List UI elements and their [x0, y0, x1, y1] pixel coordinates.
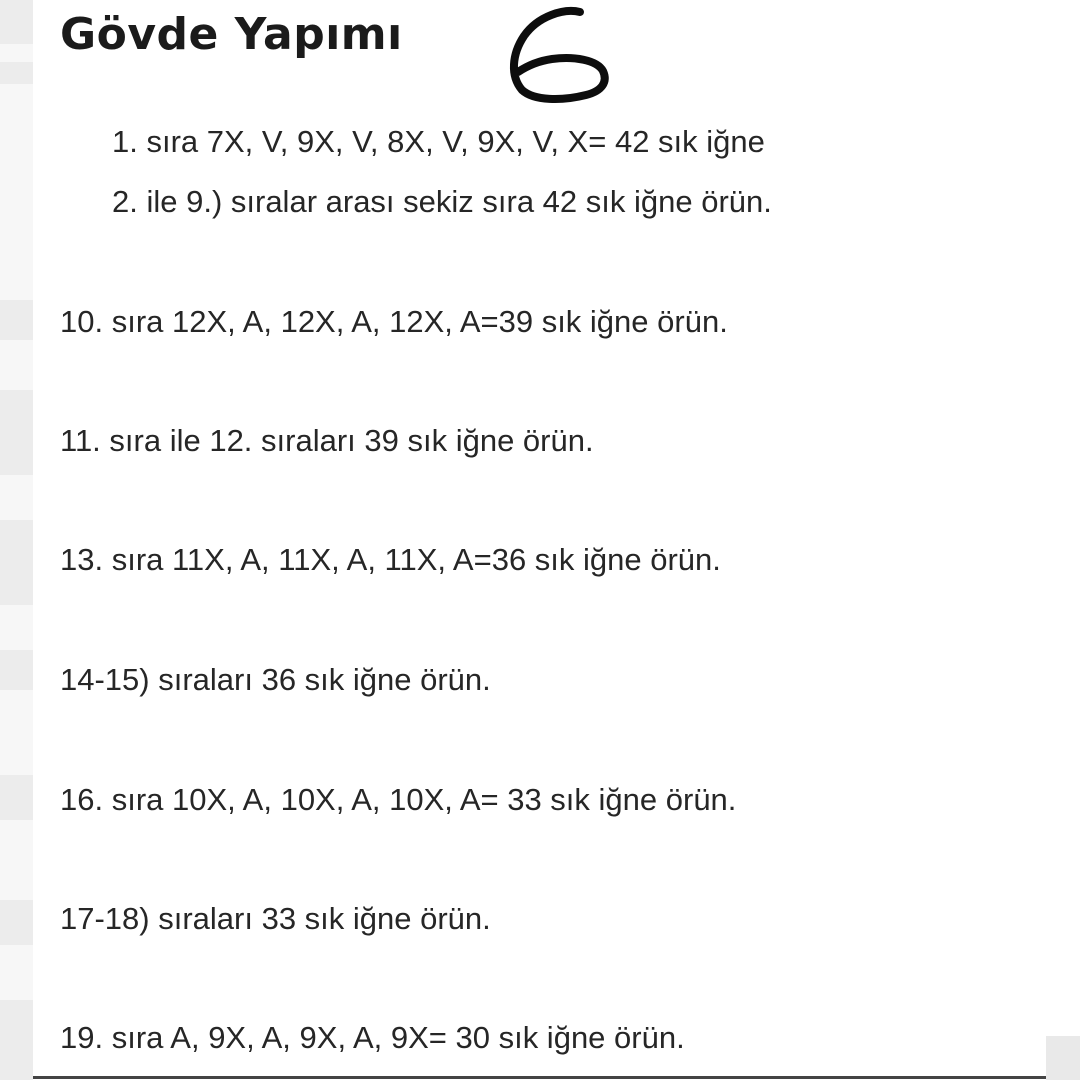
right-edge-strip	[1046, 1036, 1080, 1080]
gutter-block	[0, 650, 33, 690]
page-title: Gövde Yapımı	[60, 9, 403, 60]
bottom-divider	[33, 1076, 1046, 1079]
gutter-block	[0, 0, 33, 44]
gutter-block	[0, 300, 33, 340]
instruction-rows-14-15: 14-15) sıraları 36 sık iğne örün.	[60, 662, 491, 697]
instruction-row-1: 1. sıra 7X, V, 9X, V, 8X, V, 9X, V, X= 42 sık iğne	[112, 124, 765, 159]
instruction-row-13: 13. sıra 11X, A, 11X, A, 11X, A=36 sık iğne örün.	[60, 542, 721, 577]
instruction-row-16: 16. sıra 10X, A, 10X, A, 10X, A= 33 sık iğne örün.	[60, 782, 737, 817]
gutter-block	[0, 390, 33, 475]
gutter-block	[0, 900, 33, 945]
left-gutter	[0, 0, 33, 1080]
gutter-block	[0, 775, 33, 820]
gutter-block	[0, 520, 33, 605]
gutter-block	[0, 1000, 33, 1080]
instruction-rows-17-18: 17-18) sıraları 33 sık iğne örün.	[60, 901, 491, 936]
instruction-row-10: 10. sıra 12X, A, 12X, A, 12X, A=39 sık iğne örün.	[60, 304, 728, 339]
instruction-rows-11-12: 11. sıra ile 12. sıraları 39 sık iğne örün.	[60, 423, 594, 458]
instruction-row-19: 19. sıra A, 9X, A, 9X, A, 9X= 30 sık iğne örün.	[60, 1020, 685, 1055]
handwritten-six-mark	[500, 0, 620, 110]
instruction-rows-2-9: 2. ile 9.) sıralar arası sekiz sıra 42 sık iğne örün.	[112, 184, 772, 219]
gutter-block	[0, 62, 33, 84]
